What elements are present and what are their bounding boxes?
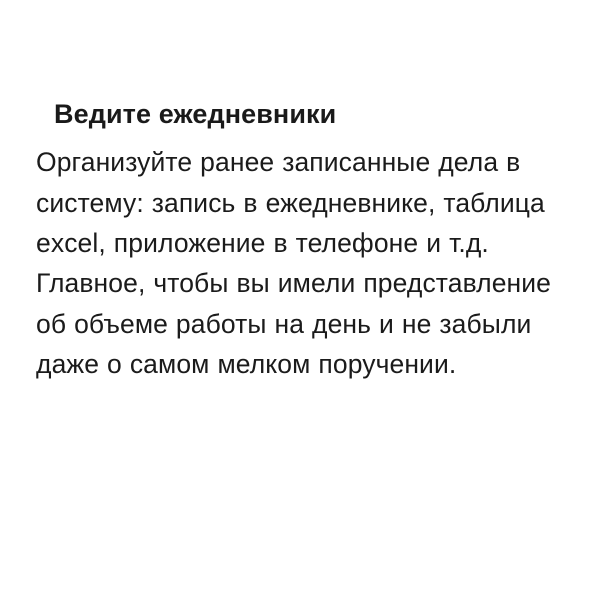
- page-title: Ведите ежедневники: [54, 99, 337, 129]
- body-paragraph: Организуйте ранее записанные дела в систему: запись в ежедневнике, таблица excel, приложение в телефоне и т.д. Главное, чтобы вы имели представление об объеме работы на день и не забыли даже о самом мелком поручении.: [36, 147, 552, 379]
